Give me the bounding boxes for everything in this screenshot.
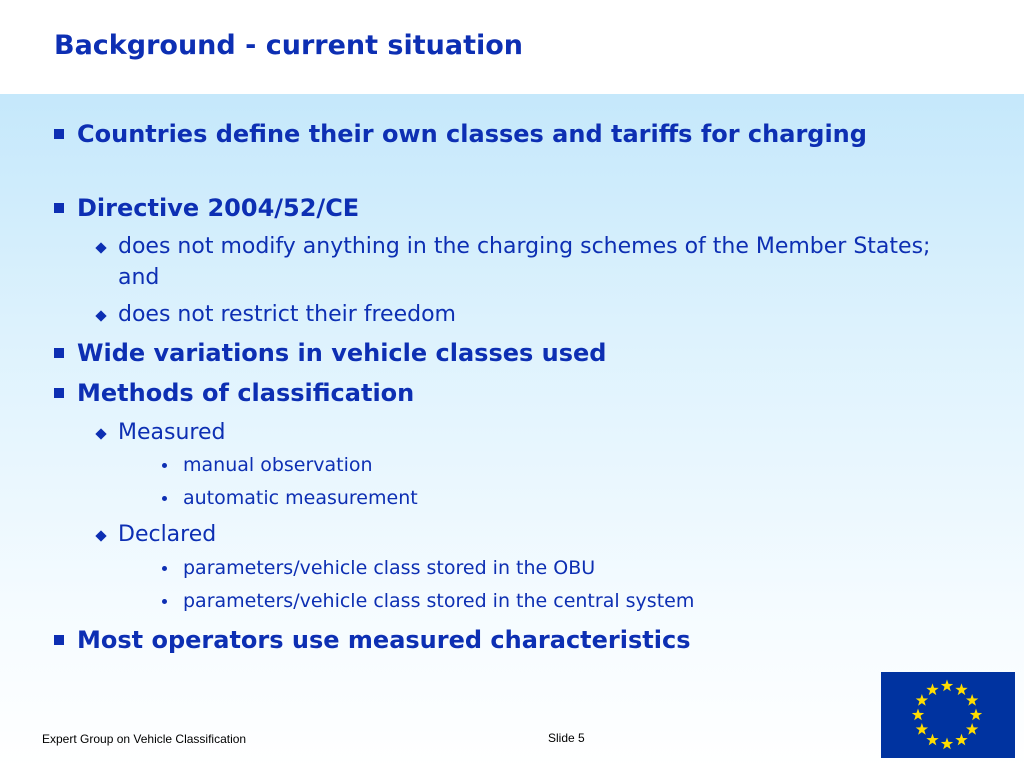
bullet-item (54, 191, 914, 225)
eu-star-icon (966, 694, 978, 706)
eu-flag-stars (881, 672, 1015, 758)
dot-bullet-icon (162, 599, 167, 604)
bullet-text: Wide variations in vehicle classes used (77, 339, 607, 367)
diamond-bullet-icon (95, 242, 106, 253)
bullet-item (54, 117, 914, 151)
bullet-text: Countries define their own classes and tariffs for charging (77, 120, 867, 148)
title-bar (0, 0, 1024, 94)
bullet-text: Methods of classification (77, 379, 415, 407)
diamond-bullet-icon (95, 530, 106, 541)
slide-title: Background - current situation (54, 30, 524, 61)
sub-bullet-item (97, 417, 977, 448)
sub-bullet-item (97, 299, 977, 330)
square-bullet-icon (54, 129, 64, 139)
bullet-text: automatic measurement (183, 487, 418, 509)
square-bullet-icon (54, 388, 64, 398)
bullet-text: does not modify anything in the charging schemes of the Member States; and (118, 234, 931, 290)
eu-star-icon (926, 683, 938, 695)
sub-sub-bullet-item (162, 452, 862, 479)
bullet-text: manual observation (183, 454, 373, 476)
bullet-text: Declared (118, 522, 217, 547)
eu-star-icon (912, 709, 924, 721)
bullet-text: parameters/vehicle class stored in the central system (183, 590, 695, 612)
sub-bullet-item (97, 519, 977, 550)
sub-sub-bullet-item (162, 485, 862, 512)
eu-star-icon (966, 723, 978, 735)
footer-organization: Expert Group on Vehicle Classification (42, 732, 247, 746)
diamond-bullet-icon (95, 428, 106, 439)
dot-bullet-icon (162, 496, 167, 501)
eu-star-icon (916, 723, 928, 735)
eu-star-icon (970, 709, 982, 721)
bullet-text: parameters/vehicle class stored in the OBU (183, 557, 596, 579)
bullet-text: Measured (118, 420, 226, 445)
bullet-item (54, 376, 914, 410)
dot-bullet-icon (162, 463, 167, 468)
sub-bullet-item (97, 231, 977, 293)
sub-sub-bullet-item (162, 555, 862, 582)
diamond-bullet-icon (95, 310, 106, 321)
bullet-text: Directive 2004/52/CE (77, 194, 360, 222)
eu-star-icon (955, 734, 967, 746)
dot-bullet-icon (162, 566, 167, 571)
bullet-item (54, 336, 914, 370)
sub-sub-bullet-item (162, 588, 862, 615)
eu-star-icon (955, 683, 967, 695)
bullet-item (54, 623, 914, 657)
square-bullet-icon (54, 348, 64, 358)
slide-number: Slide 5 (548, 731, 585, 745)
bullet-text: does not restrict their freedom (118, 302, 456, 327)
bullet-text: Most operators use measured characteristics (77, 626, 691, 654)
square-bullet-icon (54, 203, 64, 213)
square-bullet-icon (54, 635, 64, 645)
eu-flag-icon (881, 672, 1015, 758)
eu-star-icon (926, 734, 938, 746)
content-area (0, 94, 1024, 768)
eu-star-icon (941, 738, 953, 750)
eu-star-icon (916, 694, 928, 706)
eu-star-icon (941, 680, 953, 692)
